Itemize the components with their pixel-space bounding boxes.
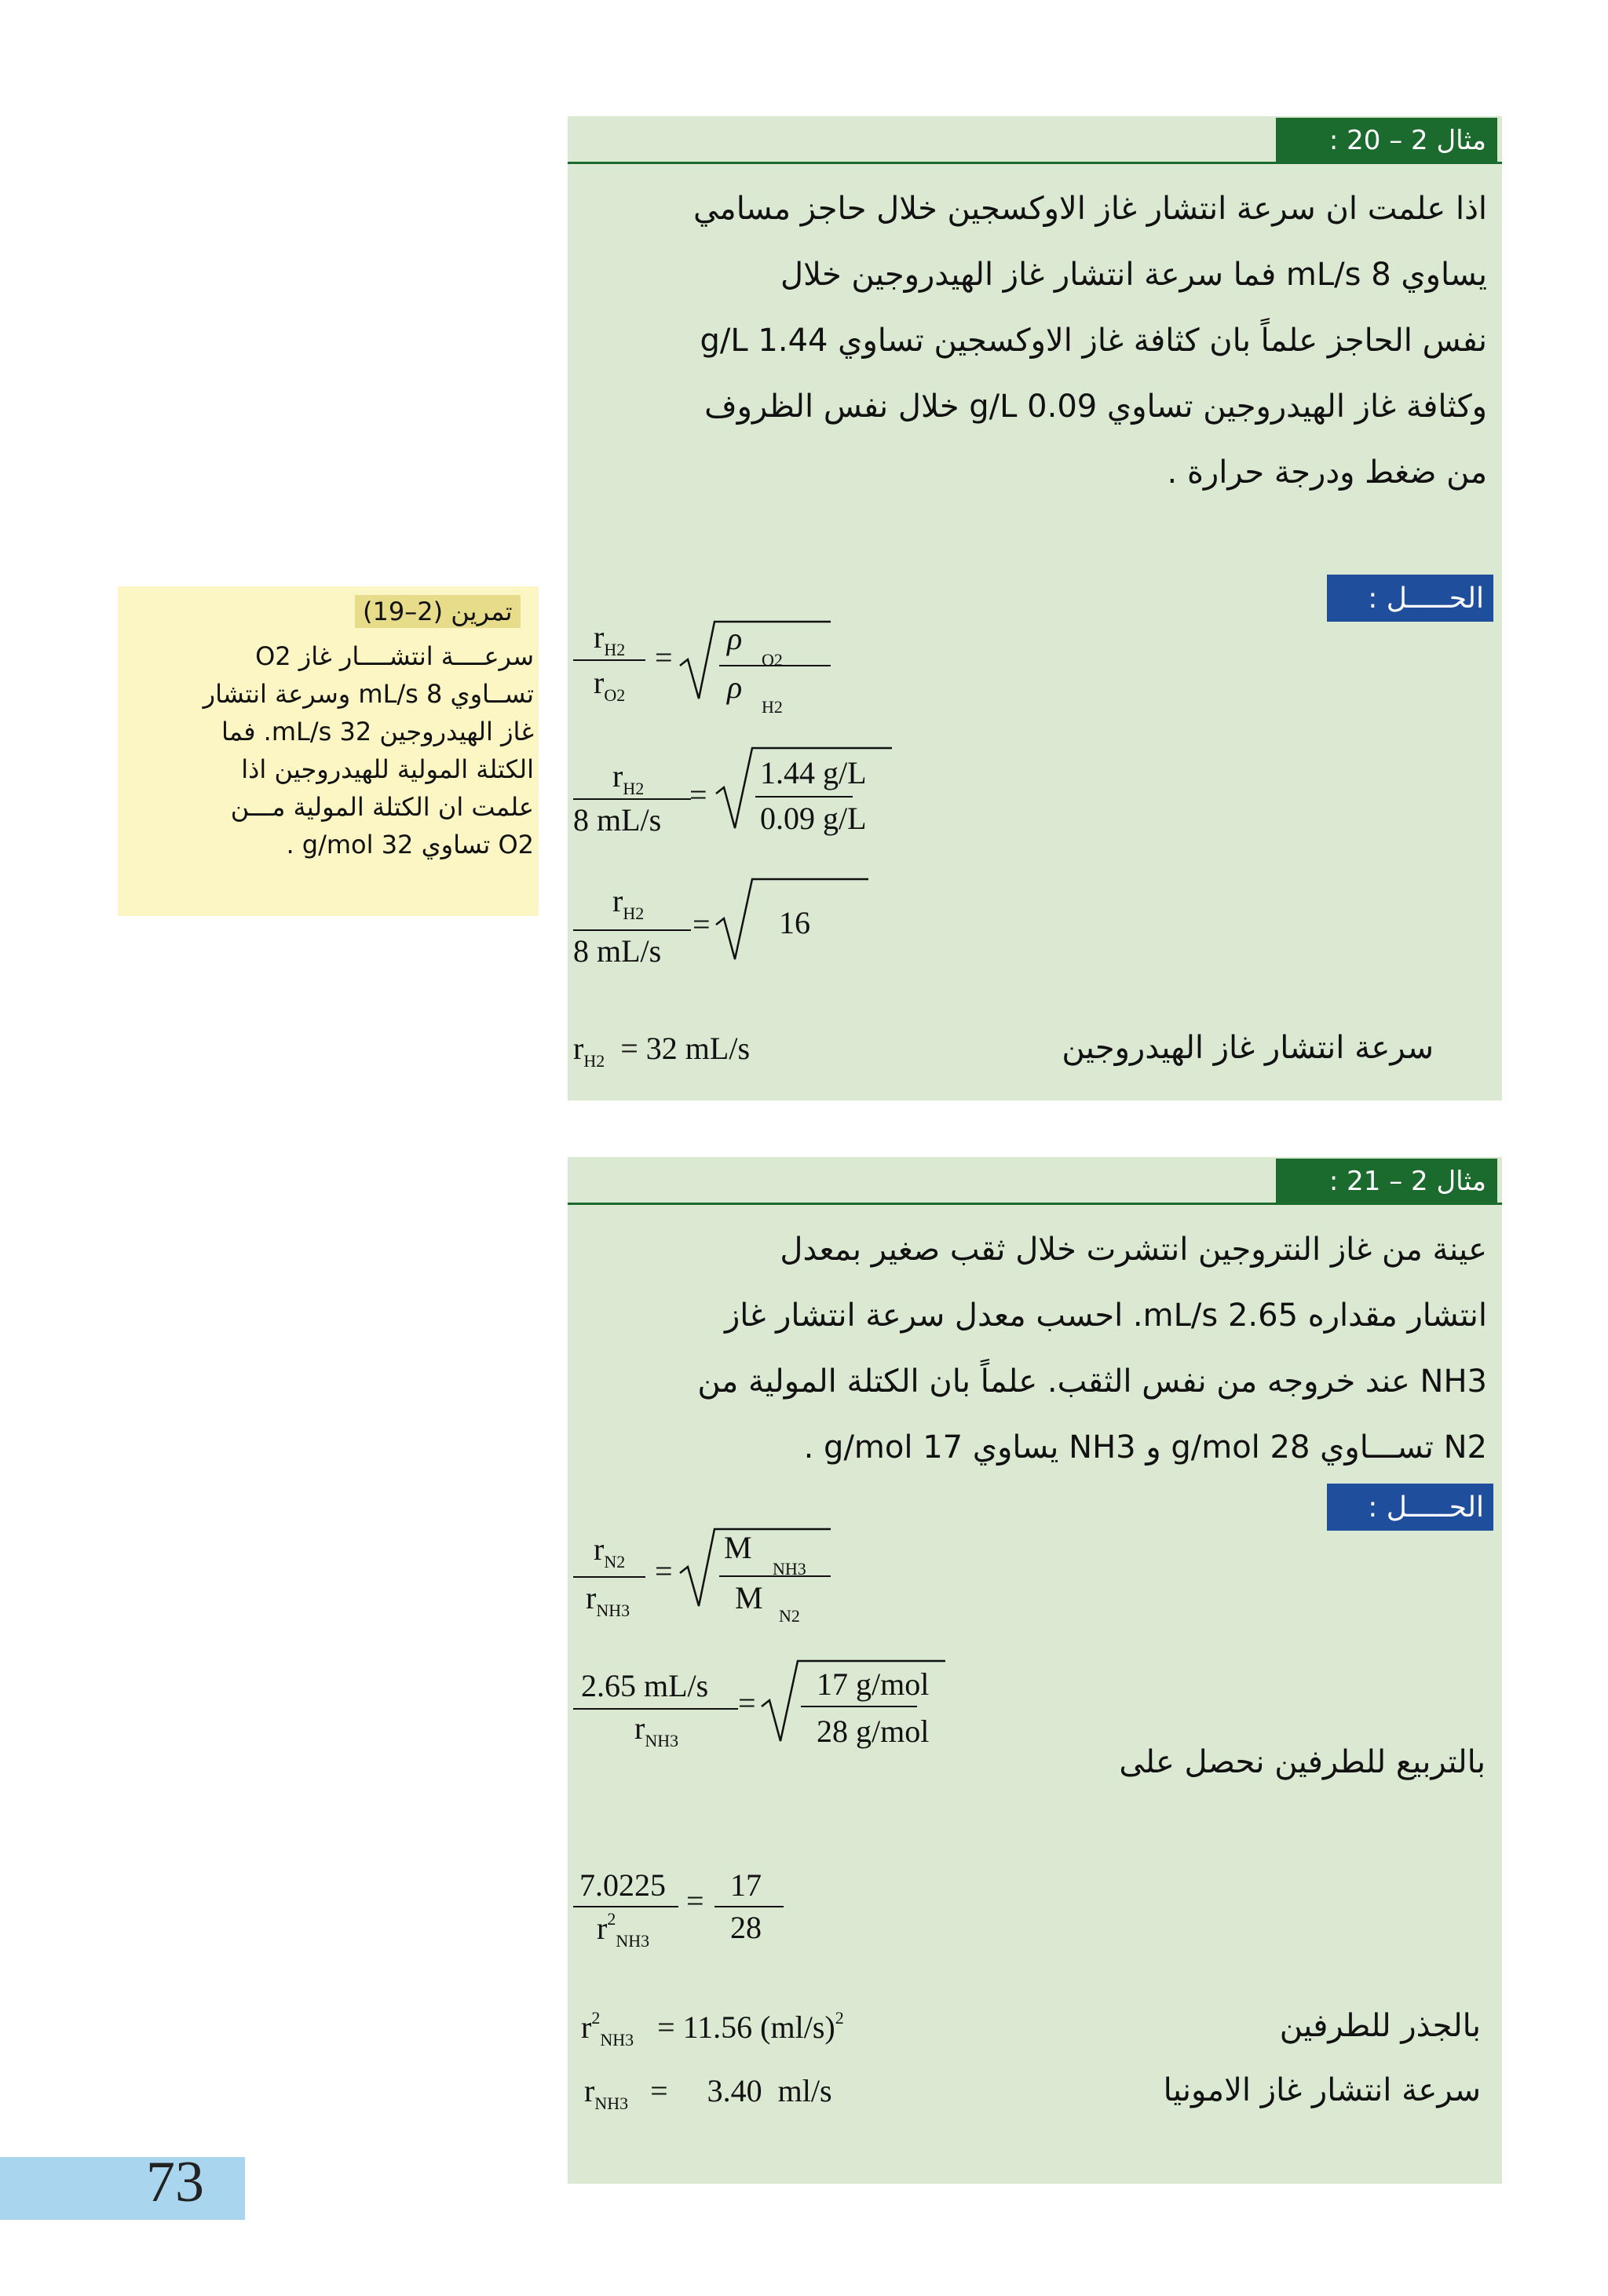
ex20-eq2: $r_{H2}$ 8 mL/s = 1.44 g/L 0.09 g/L [573, 742, 903, 844]
ex21-eq5-lhs: r [584, 2073, 595, 2108]
exercise-line-6: O2 تساوي 32 g/mol . [286, 830, 534, 860]
example-20-solution-label [1327, 575, 1493, 622]
ex20-result-label: سرعة انتشار غاز الهيدروجين [1062, 1030, 1434, 1066]
ex20-eq1-rho-num-sub: O2 [762, 650, 783, 670]
ex21-eq1-num: $r_{N2}$ [594, 1531, 626, 1571]
ex20-eq1-den: $r_{O2}$ [594, 665, 626, 705]
ex20-eq1-radical [678, 617, 835, 703]
exercise-line-5: علمت ان الكتلة المولية مـــن [230, 792, 534, 822]
example-20-line-2: يساوي 8 mL/s فما سرعة انتشار غاز الهيدروجين خلال [780, 257, 1487, 293]
ex21-eq4 [581, 2008, 958, 2063]
ex20-result [573, 1030, 887, 1085]
ex21-eq4-label: بالجذر للطرفين [1279, 2008, 1481, 2044]
ex21-eq3-num: 7.0225 [579, 1867, 666, 1903]
ex21-eq4-rhs: = 11.56 (ml/s) [657, 2009, 835, 2045]
example-20-header-text: مثال 2 – 20 : [1328, 125, 1486, 156]
example-20-line-1: اذا علمت ان سرعة انتشار غاز الاوكسجين خلال حاجز مسامي [693, 191, 1487, 227]
exercise-line-4: الكتلة المولية للهيدروجين اذا [241, 754, 534, 784]
ex21-eq1-den: $r_{NH3}$ [586, 1580, 630, 1620]
ex21-eq2-den: $r_{NH3}$ [634, 1710, 679, 1750]
example-21-solution-text: الحـــــل : [1368, 1491, 1484, 1524]
ex21-eq5-label: سرعة انتشار غاز الامونيا [1163, 2072, 1481, 2108]
ex21-eq3-den: $r^2_{NH3}$ [597, 1909, 650, 1951]
example-20-line-4: وكثافة غاز الهيدروجين تساوي 0.09 g/L خلال نفس الظروف [704, 389, 1487, 425]
ex20-eq1: $r_{H2}$ $r_{O2}$ = ρ O2 ρ H2 [573, 612, 832, 722]
example-20-question [575, 176, 1487, 506]
example-20-solution-text: الحـــــل : [1368, 582, 1484, 615]
example-20-header [1276, 118, 1497, 163]
ex21-eq4-lhs-sup: 2 [591, 2008, 601, 2028]
example-21-line-2: انتشار مقداره 2.65 mL/s. احسب معدل سرعة انتشار غاز [724, 1298, 1487, 1334]
page-number: 73 [146, 2150, 204, 2214]
example-21-solution-label [1327, 1484, 1493, 1531]
ex20-eq1-rho-den: ρ [727, 670, 743, 705]
example-21-header-text: مثال 2 – 21 : [1328, 1166, 1486, 1197]
ex21-eq4-rhs-sup: 2 [835, 2008, 844, 2028]
example-21-header [1276, 1159, 1497, 1204]
ex21-eq1-rad-den: M [735, 1580, 763, 1615]
ex20-result-rhs: = 32 mL/s [620, 1031, 751, 1066]
page-number-box [0, 2157, 245, 2220]
ex20-result-lhs: r [573, 1031, 584, 1066]
ex20-eq3-num: $r_{H2}$ [612, 883, 645, 923]
ex20-eq3: $r_{H2}$ 8 mL/s = 16 [573, 871, 872, 973]
example-21-question [575, 1217, 1487, 1480]
example-21-line-1: عينة من غاز النتروجين انتشرت خلال ثقب صغير بمعدل [780, 1232, 1487, 1268]
ex21-eq3: 7.0225 $r^2_{NH3}$ = 17 28 [573, 1860, 824, 1962]
example-20-line-3: نفس الحاجز علماً بان كثافة غاز الاوكسجين تساوي 1.44 g/L [700, 323, 1487, 359]
example-21-line-3: NH3 عند خروجه من نفس الثقب. علماً بان الكتلة المولية من [697, 1363, 1487, 1400]
exercise-tag: تمرين (2–19) [355, 595, 521, 628]
ex21-eq3-rhs-num: 17 [730, 1867, 762, 1903]
example-21-line-4: N2 تســـاوي 28 g/mol و NH3 يساوي 17 g/mol . [803, 1429, 1487, 1466]
ex21-eq1-rad-num: M [724, 1530, 752, 1565]
exercise-line-2: تســاوي 8 mL/s وسرعة انتشار [203, 679, 534, 709]
exercise-line-3: غاز الهيدروجين 32 mL/s. فما [221, 717, 534, 746]
ex21-eq4-lhs: r [581, 2009, 592, 2045]
ex20-eq2-den: 8 mL/s [573, 802, 662, 838]
ex20-eq1-num: $r_{H2}$ [594, 619, 626, 659]
ex21-eq4-lhs-sub: NH3 [600, 2030, 634, 2050]
ex20-eq2-rad-den: 0.09 g/L [760, 801, 867, 836]
exercise-line-1: سرعــــة انتشــــار غاز O2 [255, 641, 534, 671]
example-20-line-5: من ضغط ودرجة حرارة . [1167, 454, 1487, 491]
ex21-eq2: 2.65 mL/s $r_{NH3}$ = 17 g/mol 28 g/mol [573, 1656, 966, 1758]
ex21-eq2-rad-num: 17 g/mol [817, 1666, 930, 1702]
ex21-eq5-rhs: = 3.40 ml/s [650, 2073, 832, 2108]
ex21-eq3-rhs-den: 28 [730, 1910, 762, 1945]
ex21-eq5 [584, 2072, 961, 2127]
ex20-eq1-rho-den-sub: H2 [762, 697, 783, 717]
ex21-eq1-rad-den-sub: N2 [779, 1606, 800, 1626]
ex21-square-label: بالتربيع للطرفين نحصل على [1119, 1744, 1486, 1780]
ex21-eq5-lhs-sub: NH3 [594, 2093, 629, 2113]
ex20-eq2-num: $r_{H2}$ [612, 758, 645, 798]
ex20-eq1-rho-num: ρ [727, 621, 743, 656]
ex21-eq2-num: 2.65 mL/s [581, 1668, 709, 1703]
exercise-text [126, 637, 534, 863]
ex20-eq3-den: 8 mL/s [573, 933, 662, 969]
ex20-eq2-rad-num: 1.44 g/L [760, 755, 867, 790]
ex20-eq3-rad: 16 [779, 905, 810, 940]
ex21-eq1: $r_{N2}$ $r_{NH3}$ = M NH3 M N2 [573, 1520, 832, 1630]
ex21-eq1-rad-num-sub: NH3 [773, 1559, 806, 1579]
ex20-result-lhs-sub: H2 [583, 1051, 605, 1071]
ex21-eq2-rad-den: 28 g/mol [817, 1714, 930, 1749]
